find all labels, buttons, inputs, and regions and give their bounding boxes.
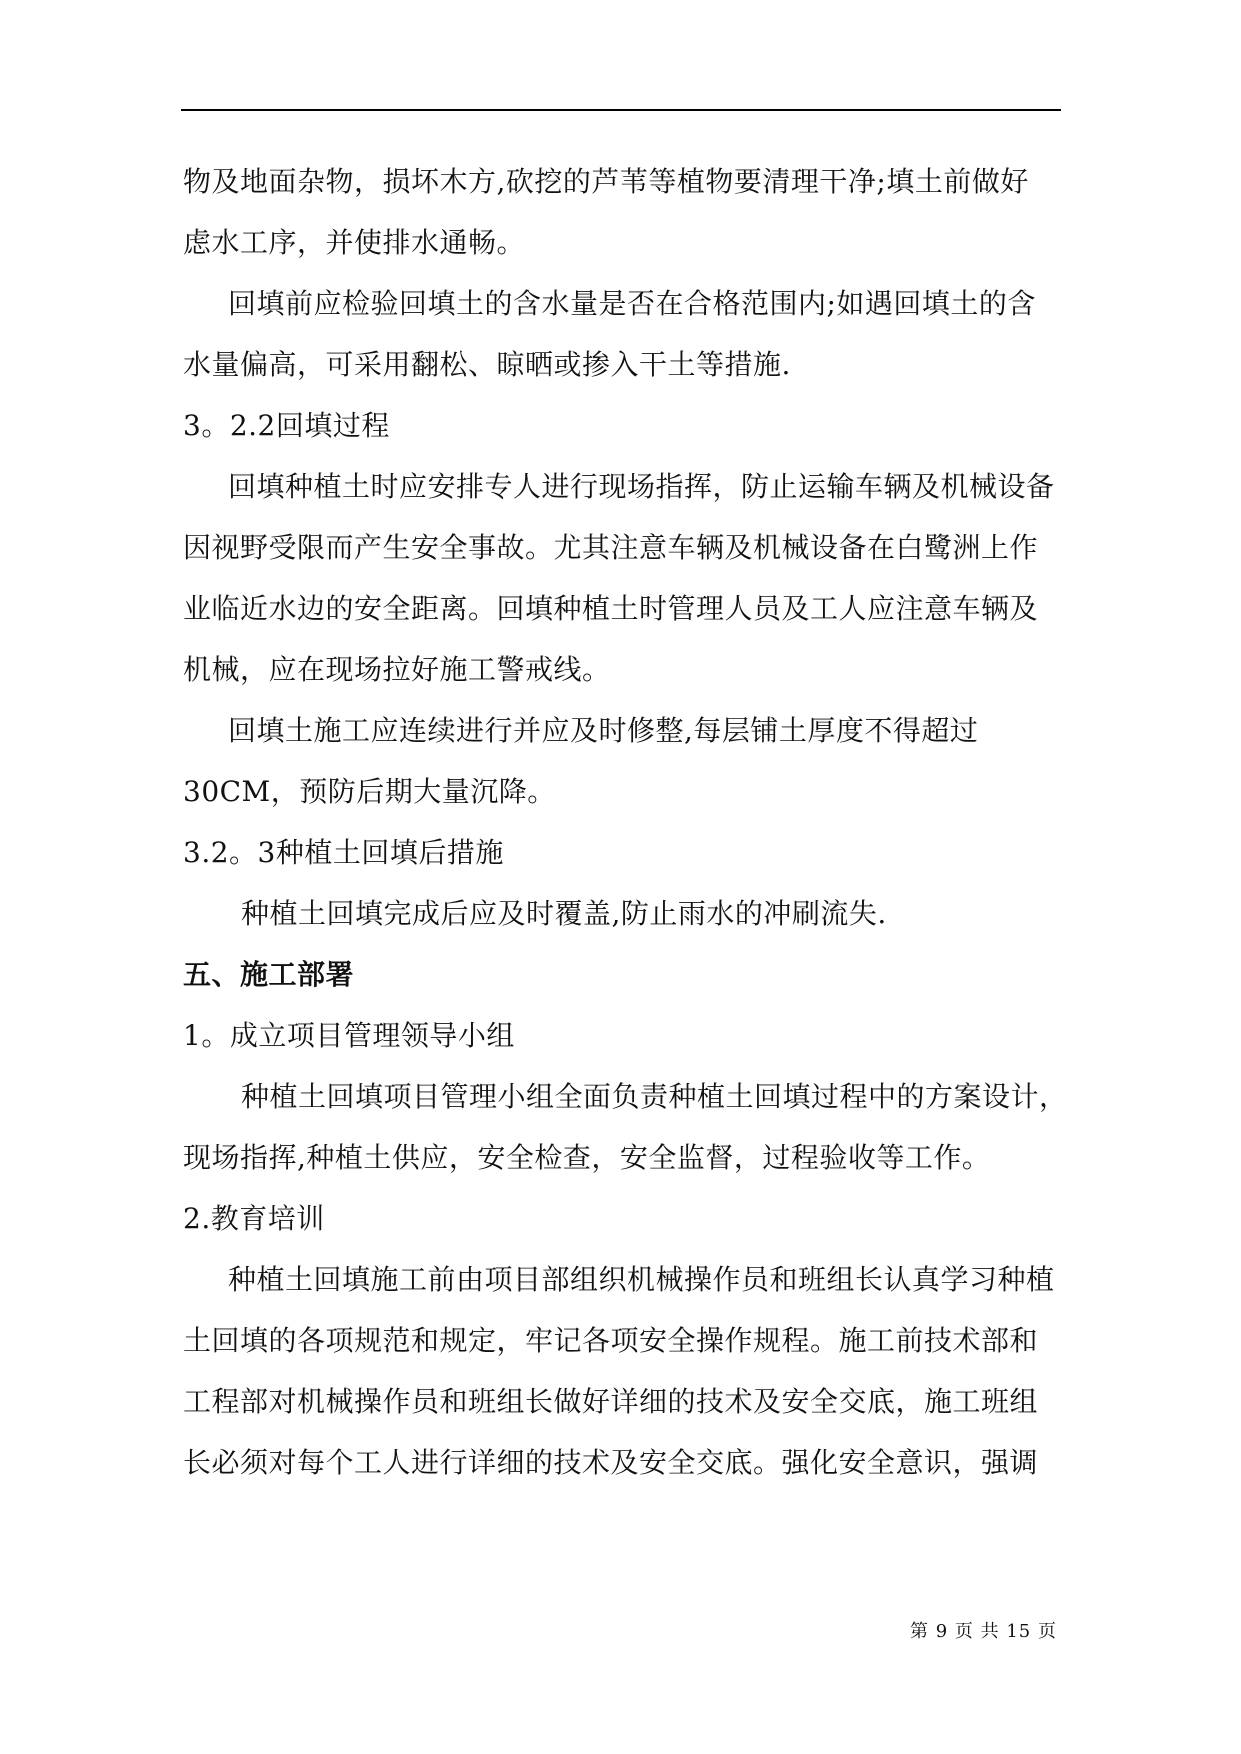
text-line: 长必须对每个工人进行详细的技术及安全交底。强化安全意识，强调 xyxy=(183,1446,1039,1479)
text-line: 虑水工序，并使排水通畅。 xyxy=(183,226,526,259)
page-number-footer: 第 9 页 共 15 页 xyxy=(910,1621,1057,1642)
text-line: 回填前应检验回填土的含水量是否在合格范围内;如遇回填土的含 xyxy=(228,287,1036,320)
section-heading: 3.2。3种植土回填后措施 xyxy=(183,836,504,869)
text-line: 现场指挥,种植土供应，安全检查，安全监督，过程验收等工作。 xyxy=(183,1141,991,1174)
text-line: 因视野受限而产生安全事故。尤其注意车辆及机械设备在白鹭洲上作 xyxy=(183,531,1039,564)
text-line: 业临近水边的安全距离。回填种植土时管理人员及工人应注意车辆及 xyxy=(183,592,1039,625)
text-line: 种植土回填项目管理小组全面负责种植土回填过程中的方案设计， xyxy=(241,1080,1068,1113)
text-line: 种植土回填完成后应及时覆盖,防止雨水的冲刷流失. xyxy=(241,897,887,930)
section-heading: 1。成立项目管理领导小组 xyxy=(183,1019,515,1052)
header-rule xyxy=(181,109,1061,111)
text-line: 30CM，预防后期大量沉降。 xyxy=(183,775,556,808)
section-heading: 2.教育培训 xyxy=(183,1202,325,1235)
text-line: 土回填的各项规范和规定，牢记各项安全操作规程。施工前技术部和 xyxy=(183,1324,1039,1357)
section-heading: 3。2.2回填过程 xyxy=(183,409,390,442)
text-line: 种植土回填施工前由项目部组织机械操作员和班组长认真学习种植 xyxy=(228,1263,1055,1296)
text-line: 水量偏高，可采用翻松、晾晒或掺入干土等措施. xyxy=(183,348,791,381)
text-line: 机械，应在现场拉好施工警戒线。 xyxy=(183,653,611,686)
document-body xyxy=(183,160,1073,1502)
text-line: 物及地面杂物，损坏木方,砍挖的芦苇等植物要清理干净;填土前做好 xyxy=(183,165,1029,198)
chapter-heading: 五、施工部署 xyxy=(183,958,355,991)
text-line: 回填土施工应连续进行并应及时修整,每层铺土厚度不得超过 xyxy=(228,714,979,747)
text-line: 工程部对机械操作员和班组长做好详细的技术及安全交底，施工班组 xyxy=(183,1385,1039,1418)
text-line: 回填种植土时应安排专人进行现场指挥，防止运输车辆及机械设备 xyxy=(228,470,1055,503)
